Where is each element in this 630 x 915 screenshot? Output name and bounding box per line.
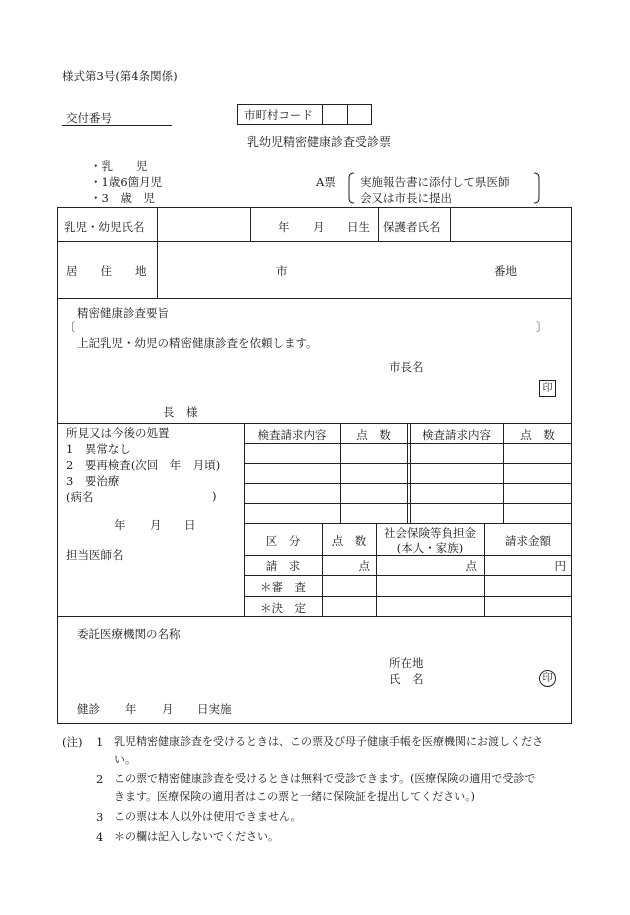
institution-doctor-name-label: 氏 名: [389, 672, 424, 686]
bill-row-2: [244, 596, 572, 597]
row1-div-4: [450, 207, 451, 241]
finding-option-normal: 1 異常なし: [66, 442, 131, 456]
bill-points-unit: 点: [358, 559, 370, 573]
exam-table-bottom: [244, 523, 572, 524]
notes-prefix: (注): [62, 735, 83, 749]
request-text: 上記乳児・幼児の精密健康診査を依頼します。: [77, 336, 318, 350]
exam-row-1: [244, 443, 572, 444]
note-1-line2: い。: [114, 753, 136, 766]
row1-div-3: [378, 207, 379, 241]
exam-points-header-2: 点 数: [520, 428, 555, 442]
child-name-label: 乳児・幼児氏名: [64, 220, 145, 234]
findings-date-month: 月: [150, 518, 162, 532]
age-category-3years: ・3 歳 児: [90, 191, 155, 205]
form-number: 様式第3号(第4条関係): [62, 69, 178, 83]
bill-insurance-header-line1: 社会保険等負担金: [384, 526, 476, 540]
findings-date-day: 日: [184, 518, 196, 532]
institution-seal-icon: 印: [539, 670, 556, 687]
lot-label: 番地: [494, 264, 517, 278]
bill-insurance-unit: 点: [465, 559, 477, 573]
disease-name-open: (病名: [66, 490, 94, 504]
note-4-line1: ＊の欄は記入しないでください。: [114, 830, 279, 843]
ticket-type: A票: [316, 175, 336, 189]
note-3-line1: この票は本人以外は使用できません。: [114, 810, 302, 823]
code-divider-1: [322, 104, 323, 125]
row1-bottom: [57, 241, 572, 242]
bill-row-review: ＊審 査: [260, 580, 306, 594]
chief-label: 長 様: [163, 405, 198, 419]
finding-option-treatment: 3 要治療: [66, 474, 120, 488]
age-category-18months: ・1歳6箇月児: [90, 175, 163, 189]
request-section-label: 精密健康診査要旨: [77, 306, 169, 320]
exam-points-header: 点 数: [356, 428, 391, 442]
findings-title: 所見又は今後の処置: [66, 426, 170, 440]
birth-month-label: 月: [313, 220, 325, 234]
institution-name-label: 委託医療機関の名称: [77, 627, 181, 641]
row1-div-2: [250, 207, 251, 241]
bill-amount-header: 請求金額: [505, 534, 551, 548]
exam-date-label: 健診: [77, 702, 100, 716]
row2-bottom: [57, 298, 572, 299]
bill-category-header: 区 分: [265, 534, 301, 548]
guardian-name-label: 保護者氏名: [383, 220, 441, 234]
form-title: 乳幼児精密健康診査受診票: [247, 135, 392, 149]
doctor-name-label: 担当医師名: [66, 548, 124, 562]
note-2-line2: きます。医療保険の適用者はこの票と一緒に保険証を提出してください。): [114, 790, 475, 803]
note-1-line1: 乳児精密健康診査を受けるときは、この票及び母子健康手帳を医療機関にお渡しくださ: [114, 735, 543, 748]
bill-row-decision: ＊決 定: [260, 601, 306, 615]
issue-number-label: 交付番号: [66, 111, 112, 125]
exam-row-4: [244, 503, 572, 504]
bill-insurance-header-line2: (本人・家族): [396, 541, 464, 555]
finding-option-reexam: 2 要再検査(次回 年 月頃): [66, 458, 221, 472]
note-2-line1: この票で精密健康診査を受けるときは無料で受診できます。(医療保険の適用で受診で: [114, 772, 536, 785]
age-category-infant: ・乳 児: [90, 159, 148, 173]
note-3-number: 3: [96, 810, 104, 824]
disease-name-close: ): [212, 489, 217, 503]
address-label: 居 住 地: [66, 264, 147, 278]
municipality-code-label: 市町村コード: [244, 108, 313, 122]
attach-note-line1: 実施報告書に添付して県医師: [360, 175, 510, 189]
exam-content-header-2: 検査請求内容: [422, 428, 491, 442]
city-label: 市: [276, 264, 288, 278]
exam-content-header: 検査請求内容: [257, 428, 327, 442]
bill-row-1: [244, 575, 572, 576]
exam-row-3: [244, 483, 572, 484]
mayor-seal-icon: 印: [539, 380, 556, 397]
exam-date-day: 日実施: [197, 702, 232, 716]
exam-date-month: 月: [162, 702, 174, 716]
birth-year-label: 年: [278, 220, 290, 234]
note-1-number: 1: [96, 735, 104, 749]
exam-date-year: 年: [125, 702, 137, 716]
row2-div-1: [157, 241, 158, 298]
institution-address-label: 所在地: [389, 656, 424, 670]
note-2-number: 2: [96, 772, 104, 786]
request-bracket-close: 〕: [536, 320, 548, 334]
note-4-number: 4: [96, 830, 104, 844]
issue-number-underline: [62, 125, 172, 126]
bill-row-claim: 請 求: [265, 559, 301, 573]
birth-day-label: 日生: [347, 220, 370, 234]
request-bottom: [57, 423, 572, 424]
attach-note-open-bracket: [346, 172, 356, 204]
row1-div-1: [157, 207, 158, 241]
bill-points-header: 点 数: [331, 534, 367, 548]
findings-bottom: [57, 616, 572, 617]
code-divider-2: [347, 104, 348, 125]
bill-amount-unit: 円: [554, 559, 566, 573]
mayor-name-label: 市長名: [389, 360, 424, 374]
exam-col-2a: [407, 423, 408, 523]
findings-date-year: 年: [114, 518, 126, 532]
request-bracket-open: 〔: [64, 320, 76, 334]
exam-row-2: [244, 463, 572, 464]
attach-note-line2: 会又は市長に提出: [360, 191, 452, 205]
attach-note-close-bracket: [532, 172, 542, 204]
